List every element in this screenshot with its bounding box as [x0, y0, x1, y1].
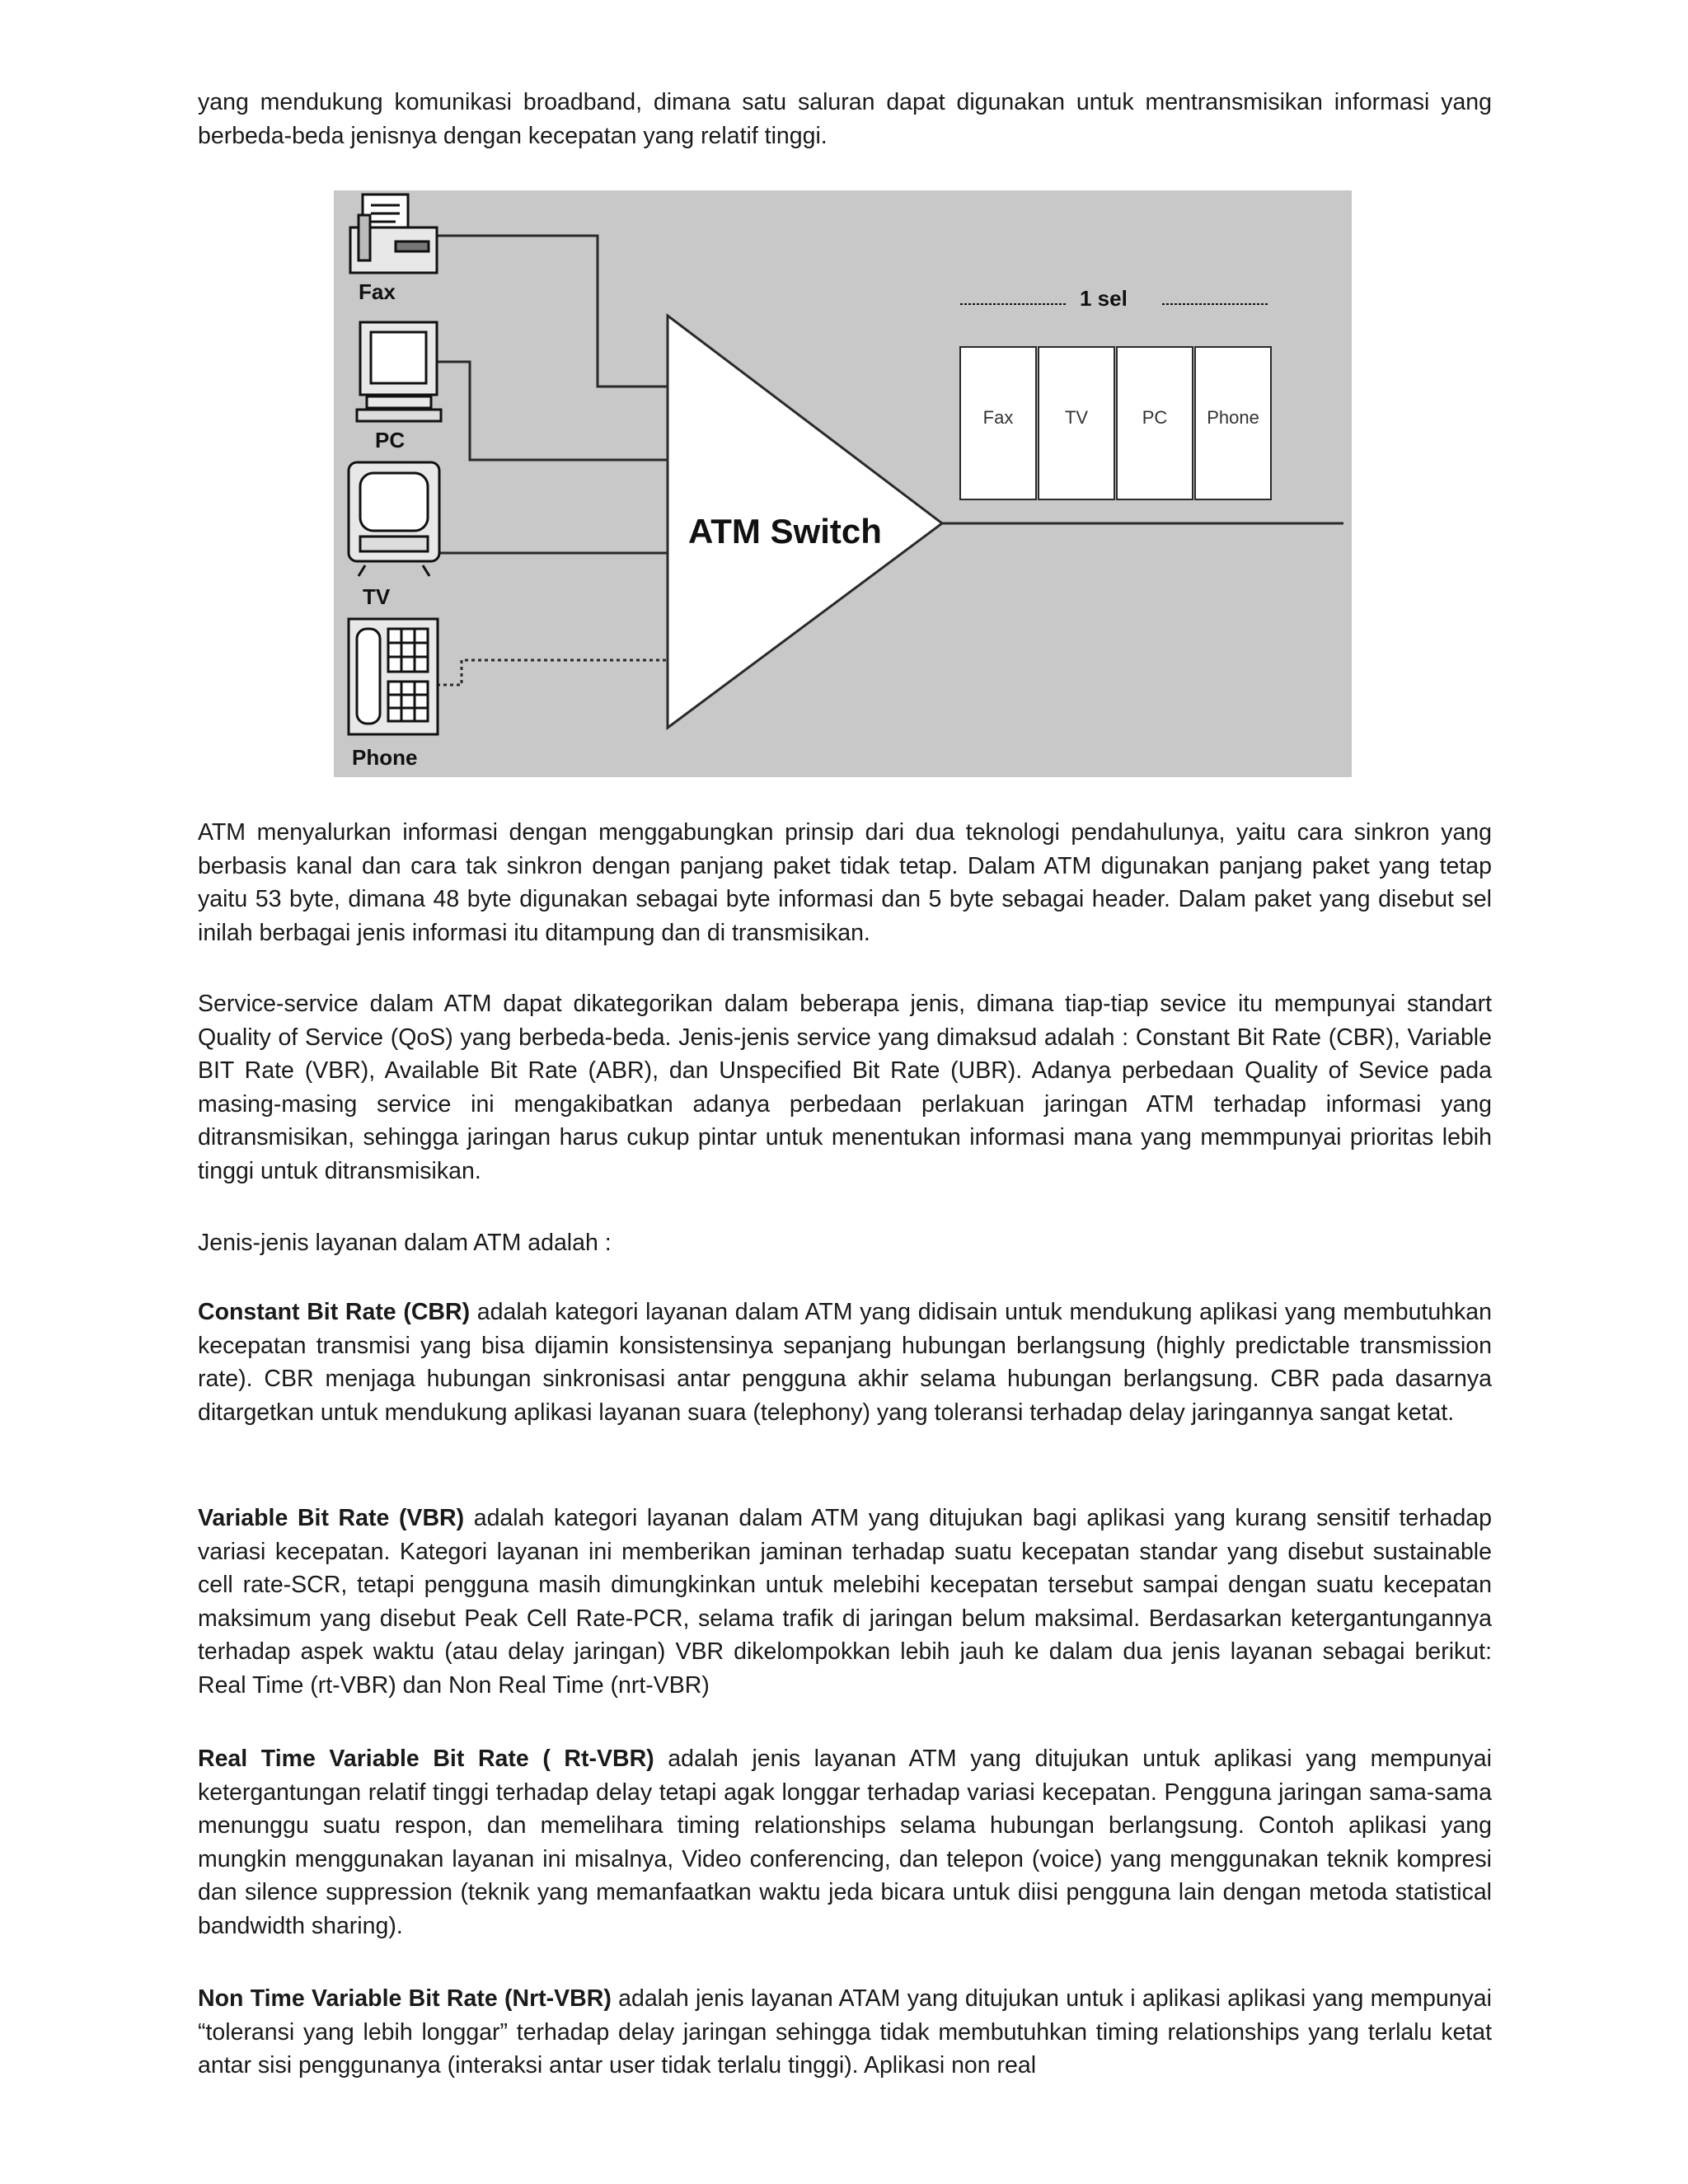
- paragraph-cbr: [198, 1296, 1492, 1429]
- cell-label: 1 sel: [1080, 286, 1128, 311]
- cbr-term: Constant Bit Rate (CBR): [198, 1299, 471, 1325]
- nrtvbr-body: adalah jenis layanan ATAM yang ditujukan untuk i aplikasi aplikasi yang mempunyai “toleransi yang lebih longgar” terhadap delay jaringan sehingga tidak membutuhkan timing relationships yang terlalu ketat antar sisi penggunanya (interaksi antar user tidak terlalu tinggi). Aplikasi non real: [198, 1985, 1492, 2079]
- paragraph-list-intro: [198, 1226, 1492, 1260]
- phone-line: [437, 660, 668, 685]
- paragraph-vbr: [198, 1502, 1492, 1702]
- vbr-body: adalah kategori layanan dalam ATM yang ditujukan bagi aplikasi yang kurang sensitif terhadap variasi kecepatan. Kategori layanan ini memberikan jaminan terhadap suatu kecepatan standar yang disebut sustainable cell rate-SCR, tetapi pengguna masih dimungkinkan untuk melebihi kecepatan tersebut sampai dengan suatu kecepatan maksimum yang disebut Peak Cell Rate-PCR, selama trafik di jaringan belum maksimal. Berdasarkan ketergantungannya terhadap aspek waktu (atau delay jaringan) VBR dikelompokkan lebih jauh ke dalam dua jenis layanan sebagai berikut: Real Time (rt-VBR) dan Non Real Time (nrt-VBR): [198, 1505, 1493, 1699]
- vbr-term: Variable Bit Rate (VBR): [198, 1505, 465, 1531]
- phone-icon: [349, 619, 438, 734]
- paragraph-list-intro-text: Jenis-jenis layanan dalam ATM adalah :: [198, 1230, 612, 1256]
- nrtvbr-term: Non Time Variable Bit Rate (Nrt-VBR): [198, 1985, 612, 2012]
- cell-tv-label: TV: [1064, 407, 1089, 428]
- paragraph-atm-principle: [198, 816, 1492, 949]
- cell-fax-label: Fax: [982, 407, 1014, 428]
- paragraph-atm-principle-text: ATM menyalurkan informasi dengan menggabungkan prinsip dari dua teknologi pendahulunya, yaitu cara sinkron yang berbasis kanal dan cara tak sinkron dengan panjang paket tidak tetap. Dalam ATM digunakan panjang paket yang tetap yaitu 53 byte, dimana 48 byte digunakan sebagai byte informasi dan 5 byte sebagai header. Dalam paket yang disebut sel inilah berbagai jenis informasi itu ditampung dan di transmisikan.: [198, 819, 1492, 946]
- cell-pc-label: PC: [1142, 407, 1168, 428]
- pc-line: [437, 362, 668, 460]
- paragraph-rtvbr: [198, 1742, 1492, 1943]
- rtvbr-body: adalah jenis layanan ATM yang ditujukan untuk aplikasi yang mempunyai ketergantungan relatif tinggi terhadap delay tetapi agak longgar terhadap variasi kecepatan. Pengguna jaringan sama-sama menunggu suatu respon, dan memelihara timing relationships selama hubungan berlangsung. Contoh aplikasi yang mungkin menggunakan layanan ini misalnya, Video conferencing, dan telepon (voice) yang menggunakan teknik kompresi dan silence suppression (teknik yang memanfaatkan waktu jeda bicara untuk diisi pengguna lain dengan metoda statistical bandwidth sharing).: [198, 1746, 1492, 1939]
- rtvbr-term: Real Time Variable Bit Rate ( Rt-VBR): [198, 1746, 654, 1772]
- tv-icon: [349, 462, 439, 576]
- paragraph-intro-text: yang mendukung komunikasi broadband, dimana satu saluran dapat digunakan untuk mentransmisikan informasi yang berbeda-beda jenisnya dengan kecepatan yang relatif tinggi.: [198, 89, 1492, 149]
- atm-switch-figure: [334, 190, 1352, 777]
- fax-icon: [350, 194, 437, 273]
- device-label-phone: Phone: [352, 745, 418, 770]
- atm-switch-label: ATM Switch: [688, 512, 882, 551]
- cell-phone-label: Phone: [1207, 407, 1259, 428]
- paragraph-nrtvbr: [198, 1982, 1492, 2083]
- cbr-body: adalah kategori layanan dalam ATM yang didisain untuk mendukung aplikasi yang membutuhkan kecepatan transmisi yang bisa dijamin konsistensinya sepanjang hubungan berlangsung (highly predictable transmission rate). CBR menjaga hubungan sinkronisasi antar pengguna akhir selama hubungan berlangsung. CBR pada dasarnya ditargetkan untuk mendukung aplikasi layanan suara (telephony) yang toleransi terhadap delay jaringannya sangat ketat.: [198, 1299, 1492, 1426]
- paragraph-intro: [198, 86, 1492, 152]
- device-label-fax: Fax: [359, 279, 396, 304]
- device-label-tv: TV: [363, 584, 391, 609]
- pc-icon: [357, 322, 441, 421]
- device-label-pc: PC: [375, 428, 406, 452]
- paragraph-services-text: Service-service dalam ATM dapat dikategorikan dalam beberapa jenis, dimana tiap-tiap sevice itu mempunyai standart Quality of Service (QoS) yang berbeda-beda. Jenis-jenis service yang dimaksud adalah : Constant Bit Rate (CBR), Variable BIT Rate (VBR), Available Bit Rate (ABR), dan Unspecified Bit Rate (UBR). Adanya perbedaan Quality of Sevice pada masing-masing service ini mengakibatkan adanya perbedaan perlakuan jaringan ATM terhadap informasi yang ditransmisikan, sehingga jaringan harus cukup pintar untuk menentukan informasi mana yang memmpunyai prioritas lebih tinggi untuk ditransmisikan.: [198, 991, 1492, 1184]
- atm-diagram: [334, 190, 1352, 777]
- fax-line: [437, 236, 668, 387]
- paragraph-services: [198, 987, 1492, 1188]
